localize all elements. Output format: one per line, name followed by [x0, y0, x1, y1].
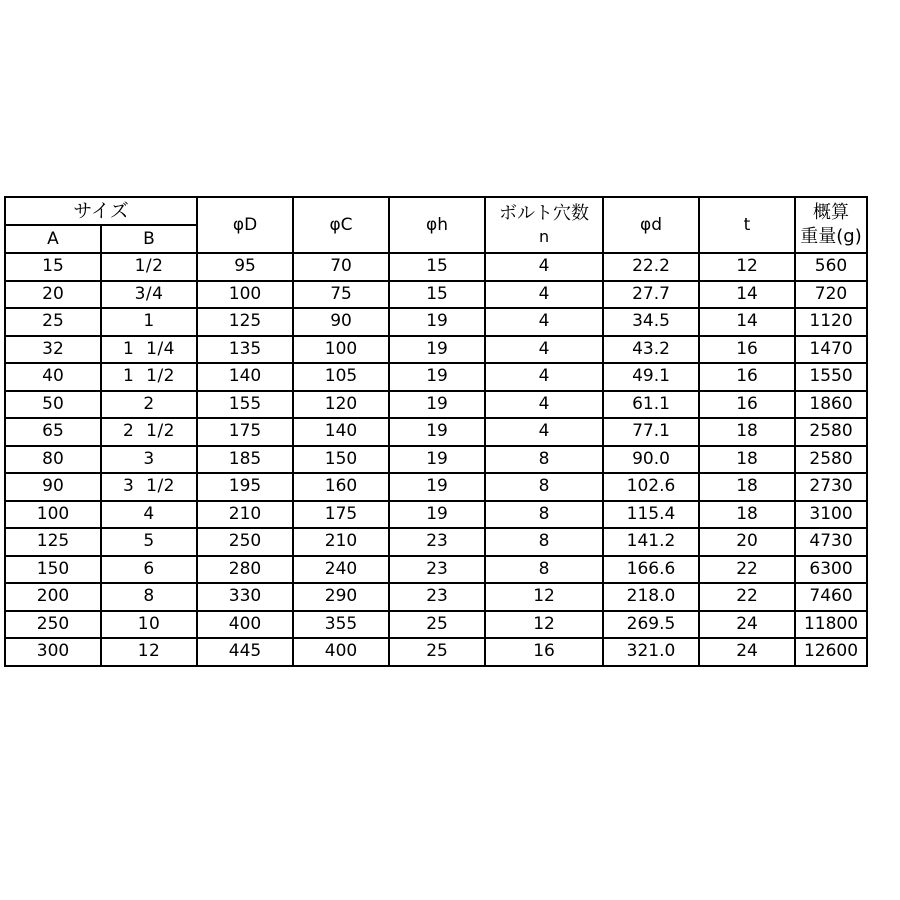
cell-phi-h: 15	[389, 281, 485, 309]
cell-phi-d: 34.5	[603, 308, 699, 336]
cell-phi-d: 115.4	[603, 501, 699, 529]
cell-phi-d: 102.6	[603, 473, 699, 501]
header-weight-line1: 概算	[813, 202, 850, 223]
cell-phi-d: 141.2	[603, 528, 699, 556]
cell-weight: 560	[795, 253, 867, 281]
cell-t: 24	[699, 611, 795, 639]
flange-spec-table	[4, 196, 868, 667]
cell-t: 12	[699, 253, 795, 281]
cell-phi-D: 95	[197, 253, 293, 281]
header-t: t	[699, 197, 795, 253]
cell-phi-D: 250	[197, 528, 293, 556]
cell-phi-D: 330	[197, 583, 293, 611]
cell-bolt-holes: 12	[485, 611, 603, 639]
cell-phi-h: 19	[389, 336, 485, 364]
cell-phi-C: 105	[293, 363, 389, 391]
cell-t: 16	[699, 391, 795, 419]
cell-size-a: 20	[5, 281, 101, 309]
cell-phi-C: 210	[293, 528, 389, 556]
cell-size-b: 8	[101, 583, 197, 611]
cell-phi-C: 240	[293, 556, 389, 584]
cell-weight: 2580	[795, 446, 867, 474]
cell-t: 18	[699, 501, 795, 529]
cell-phi-d: 269.5	[603, 611, 699, 639]
cell-phi-C: 400	[293, 638, 389, 666]
cell-bolt-holes: 12	[485, 583, 603, 611]
cell-weight: 1120	[795, 308, 867, 336]
cell-phi-D: 100	[197, 281, 293, 309]
cell-size-a: 300	[5, 638, 101, 666]
cell-bolt-holes: 4	[485, 391, 603, 419]
cell-phi-D: 155	[197, 391, 293, 419]
cell-phi-h: 25	[389, 611, 485, 639]
cell-bolt-holes: 16	[485, 638, 603, 666]
cell-size-a: 65	[5, 418, 101, 446]
cell-phi-d: 321.0	[603, 638, 699, 666]
header-bolt-holes-symbol: n	[538, 227, 550, 246]
table-row	[5, 556, 867, 584]
cell-t: 22	[699, 583, 795, 611]
cell-weight: 6300	[795, 556, 867, 584]
cell-t: 18	[699, 446, 795, 474]
cell-phi-h: 19	[389, 308, 485, 336]
cell-phi-h: 23	[389, 528, 485, 556]
cell-size-a: 250	[5, 611, 101, 639]
cell-weight: 3100	[795, 501, 867, 529]
header-weight-line2: 重量(g)	[800, 226, 862, 247]
cell-phi-h: 19	[389, 473, 485, 501]
cell-size-b: 1	[101, 308, 197, 336]
cell-weight: 2580	[795, 418, 867, 446]
table-row	[5, 363, 867, 391]
header-size-b: B	[101, 225, 197, 253]
cell-size-b: 3	[101, 446, 197, 474]
cell-size-a: 80	[5, 446, 101, 474]
cell-size-b: 10	[101, 611, 197, 639]
cell-phi-D: 175	[197, 418, 293, 446]
cell-phi-h: 19	[389, 363, 485, 391]
header-phi-C: φC	[293, 197, 389, 253]
table-row	[5, 308, 867, 336]
cell-weight: 1550	[795, 363, 867, 391]
cell-bolt-holes: 8	[485, 528, 603, 556]
header-phi-D: φD	[197, 197, 293, 253]
cell-size-b: 1 1/2	[101, 363, 197, 391]
cell-phi-h: 23	[389, 556, 485, 584]
header-size: サイズ	[5, 197, 197, 225]
cell-phi-d: 61.1	[603, 391, 699, 419]
cell-phi-h: 19	[389, 501, 485, 529]
cell-size-b: 2	[101, 391, 197, 419]
header-weight	[795, 197, 867, 253]
cell-size-b: 1 1/4	[101, 336, 197, 364]
cell-phi-D: 195	[197, 473, 293, 501]
table-row	[5, 638, 867, 666]
cell-t: 14	[699, 281, 795, 309]
cell-phi-D: 135	[197, 336, 293, 364]
cell-weight: 2730	[795, 473, 867, 501]
cell-t: 16	[699, 363, 795, 391]
cell-phi-C: 90	[293, 308, 389, 336]
cell-phi-h: 23	[389, 583, 485, 611]
cell-size-b: 6	[101, 556, 197, 584]
header-bolt-holes	[485, 197, 603, 253]
cell-phi-d: 27.7	[603, 281, 699, 309]
table-row	[5, 253, 867, 281]
cell-phi-C: 175	[293, 501, 389, 529]
cell-size-b: 12	[101, 638, 197, 666]
cell-t: 18	[699, 418, 795, 446]
cell-phi-C: 100	[293, 336, 389, 364]
cell-phi-C: 140	[293, 418, 389, 446]
cell-t: 16	[699, 336, 795, 364]
cell-size-b: 5	[101, 528, 197, 556]
cell-phi-d: 166.6	[603, 556, 699, 584]
table-row	[5, 473, 867, 501]
cell-weight: 11800	[795, 611, 867, 639]
cell-phi-D: 445	[197, 638, 293, 666]
table-row	[5, 418, 867, 446]
cell-phi-D: 185	[197, 446, 293, 474]
cell-t: 14	[699, 308, 795, 336]
cell-phi-d: 90.0	[603, 446, 699, 474]
cell-size-a: 150	[5, 556, 101, 584]
cell-phi-h: 19	[389, 391, 485, 419]
cell-size-a: 40	[5, 363, 101, 391]
cell-phi-C: 120	[293, 391, 389, 419]
cell-size-a: 200	[5, 583, 101, 611]
cell-phi-D: 125	[197, 308, 293, 336]
cell-phi-C: 150	[293, 446, 389, 474]
cell-weight: 12600	[795, 638, 867, 666]
cell-bolt-holes: 8	[485, 556, 603, 584]
cell-phi-d: 43.2	[603, 336, 699, 364]
cell-bolt-holes: 8	[485, 446, 603, 474]
cell-phi-h: 15	[389, 253, 485, 281]
cell-phi-C: 290	[293, 583, 389, 611]
header-bolt-holes-label: ボルト穴数	[499, 203, 590, 224]
cell-size-a: 15	[5, 253, 101, 281]
cell-phi-d: 49.1	[603, 363, 699, 391]
cell-size-a: 50	[5, 391, 101, 419]
cell-bolt-holes: 8	[485, 473, 603, 501]
cell-bolt-holes: 4	[485, 363, 603, 391]
cell-size-a: 25	[5, 308, 101, 336]
cell-size-b: 1/2	[101, 253, 197, 281]
cell-bolt-holes: 4	[485, 253, 603, 281]
cell-phi-D: 210	[197, 501, 293, 529]
cell-phi-h: 19	[389, 446, 485, 474]
table-row	[5, 336, 867, 364]
cell-t: 18	[699, 473, 795, 501]
cell-phi-d: 77.1	[603, 418, 699, 446]
cell-t: 20	[699, 528, 795, 556]
cell-phi-d: 22.2	[603, 253, 699, 281]
cell-size-a: 32	[5, 336, 101, 364]
table-row	[5, 281, 867, 309]
cell-size-b: 3/4	[101, 281, 197, 309]
table-row	[5, 501, 867, 529]
cell-size-b: 2 1/2	[101, 418, 197, 446]
cell-weight: 720	[795, 281, 867, 309]
cell-weight: 1470	[795, 336, 867, 364]
cell-weight: 4730	[795, 528, 867, 556]
cell-size-a: 125	[5, 528, 101, 556]
cell-size-b: 3 1/2	[101, 473, 197, 501]
cell-phi-D: 140	[197, 363, 293, 391]
table-row	[5, 391, 867, 419]
cell-size-a: 100	[5, 501, 101, 529]
header-phi-d: φd	[603, 197, 699, 253]
cell-phi-C: 355	[293, 611, 389, 639]
cell-phi-D: 280	[197, 556, 293, 584]
cell-phi-C: 75	[293, 281, 389, 309]
cell-t: 22	[699, 556, 795, 584]
cell-phi-d: 218.0	[603, 583, 699, 611]
cell-weight: 1860	[795, 391, 867, 419]
cell-phi-C: 70	[293, 253, 389, 281]
cell-bolt-holes: 4	[485, 336, 603, 364]
cell-weight: 7460	[795, 583, 867, 611]
cell-bolt-holes: 4	[485, 308, 603, 336]
cell-phi-D: 400	[197, 611, 293, 639]
table-row	[5, 446, 867, 474]
cell-bolt-holes: 4	[485, 418, 603, 446]
table-row	[5, 528, 867, 556]
cell-phi-C: 160	[293, 473, 389, 501]
cell-phi-h: 19	[389, 418, 485, 446]
cell-bolt-holes: 8	[485, 501, 603, 529]
table-row	[5, 583, 867, 611]
header-phi-h: φh	[389, 197, 485, 253]
cell-phi-h: 25	[389, 638, 485, 666]
cell-size-a: 90	[5, 473, 101, 501]
header-size-a: A	[5, 225, 101, 253]
table-header	[5, 197, 867, 253]
cell-bolt-holes: 4	[485, 281, 603, 309]
table-row	[5, 611, 867, 639]
cell-size-b: 4	[101, 501, 197, 529]
cell-t: 24	[699, 638, 795, 666]
table-body	[5, 253, 867, 666]
